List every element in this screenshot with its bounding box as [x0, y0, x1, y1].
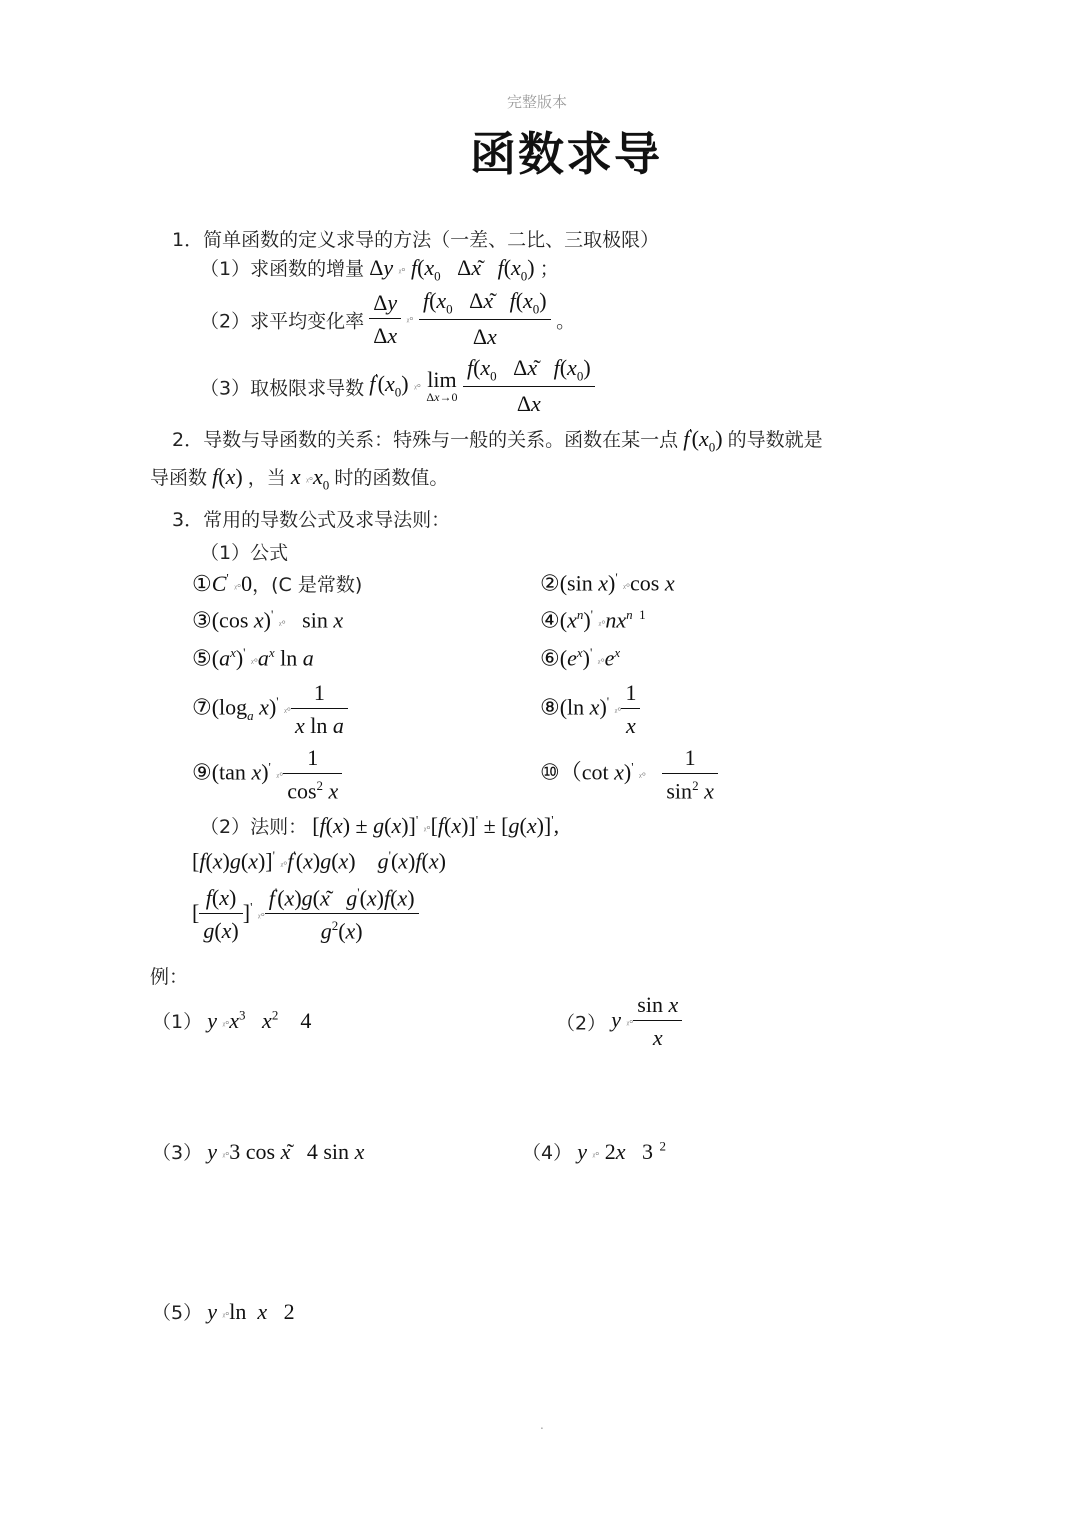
- formula-2: ②(sin x)' ᵡ°cos x: [540, 570, 675, 596]
- step-1-formula: Δy ᵡ° $f(x_0$ Δx͂ $f(x_0)$: [369, 255, 535, 284]
- step-2-formula: $\frac{\Delta y}{\Delta x}$ ᵡ° $\frac{f(x_0 \Delta x͂ f(x_0)}{\Delta x}$: [369, 304, 556, 329]
- section-2-text-b: 的导数就是: [727, 429, 823, 451]
- step-2-end: 。: [556, 310, 576, 333]
- example-3-label: （3）: [152, 1142, 203, 1164]
- step-3-formula: $f'(x_0)$ ᵡ° lim Δx→0 $\frac{f(x_0 \Delta x͂ f(x_0)}{\Delta x}$: [369, 371, 594, 396]
- example-2-label: （2）: [556, 1012, 607, 1035]
- example-2: （2） y ᵡ° $\frac{\text{sin x}}{x}$: [556, 992, 682, 1051]
- section-3-sub-1: （1）公式: [200, 542, 289, 564]
- formula-6: $⑥(e^x)'$ $ᵡ^\circ e^x$: [540, 645, 621, 671]
- example-1-label: （1）: [152, 1011, 203, 1033]
- example-4: （4） y ᵡ° 2x 3 $^2$: [522, 1138, 667, 1164]
- formula-1: ①C' ᵡ°0，(C 是常数): [192, 570, 363, 596]
- formula-4: $④(x^n)'$ $ᵡ^\circ nx^{n 1}$: [540, 607, 646, 633]
- formula-9: ⑨(tan x)' ᵡ° $\frac{1}{\cos^2 x}$: [192, 745, 342, 804]
- section-3-heading: 3．常用的导数公式及求导法则：: [172, 509, 451, 531]
- formula-8: ⑧(ln x)' ᵡ° $\frac{1}{x}$: [540, 680, 640, 739]
- step-2-label: （2）求平均变化率: [200, 310, 365, 333]
- section-2-line-1: [172, 425, 823, 455]
- section-1-step-2: [200, 288, 575, 350]
- section-2-formula-b: f(x): [212, 464, 243, 489]
- header-note: 完整版本: [507, 93, 568, 111]
- section-2-line-2: [150, 463, 448, 493]
- section-2-formula-c: x $ᵡ^\circ x_0$: [290, 464, 330, 493]
- footer-mark: .: [540, 1418, 544, 1432]
- step-1-end: ；: [539, 258, 559, 280]
- step-1-label: （1）求函数的增量: [200, 258, 365, 280]
- section-1-step-3: [200, 355, 595, 417]
- formula-10: ⑩（cot x)' ᵡ° $\frac{1}{\sin^2 x}$: [540, 745, 718, 804]
- formula-5: $⑤(a^x)'$ $ᵡ^\circ a^x$ ln a: [192, 645, 314, 671]
- rule-product: [f(x)g(x)]' ᵡ°f'(x)g(x) g'(x)f(x): [192, 848, 446, 874]
- step-3-label: （3）取极限求导数: [200, 377, 365, 400]
- example-5: （5） y ᵡ°ln x 2: [152, 1299, 295, 1324]
- example-5-label: （5）: [152, 1302, 203, 1324]
- section-2-text-e: 时的函数值。: [334, 467, 449, 489]
- rule-quotient: [ $\frac{f(x)}{g(x)}$ ]' ᵡ° $\frac{f'(x)g(x͂ g'(x)f(x)}{g^2(x)}$: [192, 885, 419, 945]
- section-1-heading: 1．简单函数的定义求导的方法（一差、二比、三取极限）: [172, 229, 660, 251]
- section-3-sub-2: （2）法则：: [200, 816, 308, 838]
- formula-3: ③(cos x)' ᵡ° sin x: [192, 607, 344, 633]
- page-title: 函数求导: [470, 127, 662, 181]
- formula-1-note: ，(C 是常数): [252, 574, 363, 596]
- rule-sum: （2）法则： [f(x) ± g(x)]' ᵡ°[f(x)]' ± [g(x)]',: [200, 812, 560, 838]
- section-2-formula-a: $f'(x_0)$: [683, 425, 723, 455]
- example-4-label: （4）: [522, 1142, 573, 1164]
- section-2-text-d: ，当: [247, 467, 286, 489]
- section-1-step-1: [200, 254, 559, 284]
- section-2-text-c: 导函数: [150, 467, 208, 489]
- example-1: （1） y $ᵡ^\circ x^3$ $x^2$ 4: [152, 1007, 312, 1033]
- section-2-text-a: 2．导数与导函数的关系：特殊与一般的关系。函数在某一点: [172, 429, 679, 451]
- examples-label: 例：: [150, 966, 189, 988]
- example-3: （3） y ᵡ°3 cos x͂ 4 sin x: [152, 1139, 365, 1164]
- formula-7: $⑦(\log_a$ x)' ᵡ° $\frac{1}{\text{x ln a}}$: [192, 680, 348, 739]
